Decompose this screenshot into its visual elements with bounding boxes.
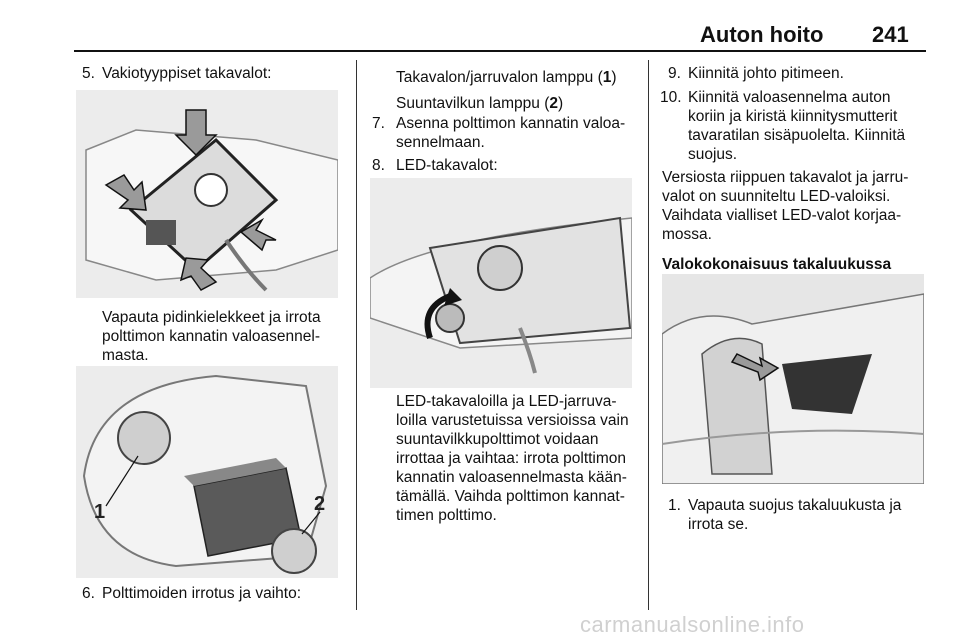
illustration-tailgate-interior	[662, 274, 924, 484]
led-note-line-2: valot on suunniteltu LED-valoiksi.	[662, 188, 891, 205]
figure-1-caption-line-1: Vapauta pidinkielekkeet ja irrota	[102, 309, 321, 326]
led-caption-line-7: timen polttimo.	[396, 507, 497, 524]
step-5-number: 5.	[82, 65, 95, 82]
subsection-heading: Valokokonaisuus takaluukussa	[662, 256, 892, 273]
illustration-taillight-housing	[76, 90, 338, 298]
step-7-number: 7.	[372, 115, 385, 132]
column-divider-1	[356, 60, 357, 610]
step-10-line-2: koriin ja kiristä kiinnitysmutterit	[688, 108, 898, 125]
step-10-number: 10.	[660, 89, 682, 106]
figure-1-caption-line-2: polttimon kannatin valoasennel-	[102, 328, 320, 345]
led-note-line-3: Vaihdata vialliset LED-valot korjaa-	[662, 207, 902, 224]
watermark: carmanualsonline.info	[580, 612, 805, 637]
step-9-text: Kiinnitä johto pitimeen.	[688, 65, 844, 82]
illustration-led-taillight	[370, 178, 632, 388]
step-1-number: 1.	[668, 497, 681, 514]
column-divider-2	[648, 60, 649, 610]
bulb-2-description: Suuntavilkun lamppu (2)	[396, 95, 564, 112]
step-5-text: Vakiotyyppiset takavalot:	[102, 65, 272, 82]
step-7-line-2: sennelmaan.	[396, 134, 485, 151]
led-caption-line-2: loilla varustetuissa versioissa vain	[396, 412, 629, 429]
step-7-line-1: Asenna polttimon kannatin valoa-	[396, 115, 626, 132]
bulb-1-icon	[118, 412, 170, 464]
step-1-line-2: irrota se.	[688, 516, 749, 533]
figure-tailgate-cover	[662, 274, 924, 484]
section-title: Auton hoito	[700, 22, 824, 47]
step-8-number: 8.	[372, 157, 385, 174]
step-10-line-1: Kiinnitä valoasennelma auton	[688, 89, 891, 106]
header-rule	[74, 50, 926, 52]
figure-bulb-removal	[76, 366, 338, 578]
led-caption-line-6: tämällä. Vaihda polttimon kannat-	[396, 488, 625, 505]
illustration-bulb-holder	[76, 366, 338, 578]
figure-led-taillight	[370, 178, 632, 388]
bulb-1-description: Takavalon/jarruvalon lamppu (1)	[396, 69, 617, 86]
figure-1-caption-line-3: masta.	[102, 347, 149, 364]
figure-bulb-holder-release	[76, 90, 338, 298]
label-1: 1	[94, 501, 106, 523]
led-caption-line-4: irrottaa ja vaihtaa: irrota polttimon	[396, 450, 627, 467]
step-10-line-4: suojus.	[688, 146, 738, 163]
label-2: 2	[314, 493, 326, 515]
bulb-2-icon	[272, 529, 316, 573]
led-caption-line-1: LED-takavaloilla ja LED-jarruva-	[396, 393, 617, 410]
step-6-number: 6.	[82, 585, 95, 602]
led-note-line-4: mossa.	[662, 226, 712, 243]
step-8-text: LED-takavalot:	[396, 157, 498, 174]
led-caption-line-3: suuntavilkkupolttimot voidaan	[396, 431, 599, 448]
step-9-number: 9.	[668, 65, 681, 82]
led-note-line-1: Versiosta riippuen takavalot ja jarru-	[662, 169, 909, 186]
step-6-text: Polttimoiden irrotus ja vaihto:	[102, 585, 302, 602]
step-10-line-3: tavaratilan sisäpuolelta. Kiinnitä	[688, 127, 906, 144]
led-caption-line-5: kannatin valoasennelmasta kään-	[396, 469, 627, 486]
step-1-line-1: Vapauta suojus takaluukusta ja	[688, 497, 902, 514]
page-number: 241	[872, 22, 909, 47]
